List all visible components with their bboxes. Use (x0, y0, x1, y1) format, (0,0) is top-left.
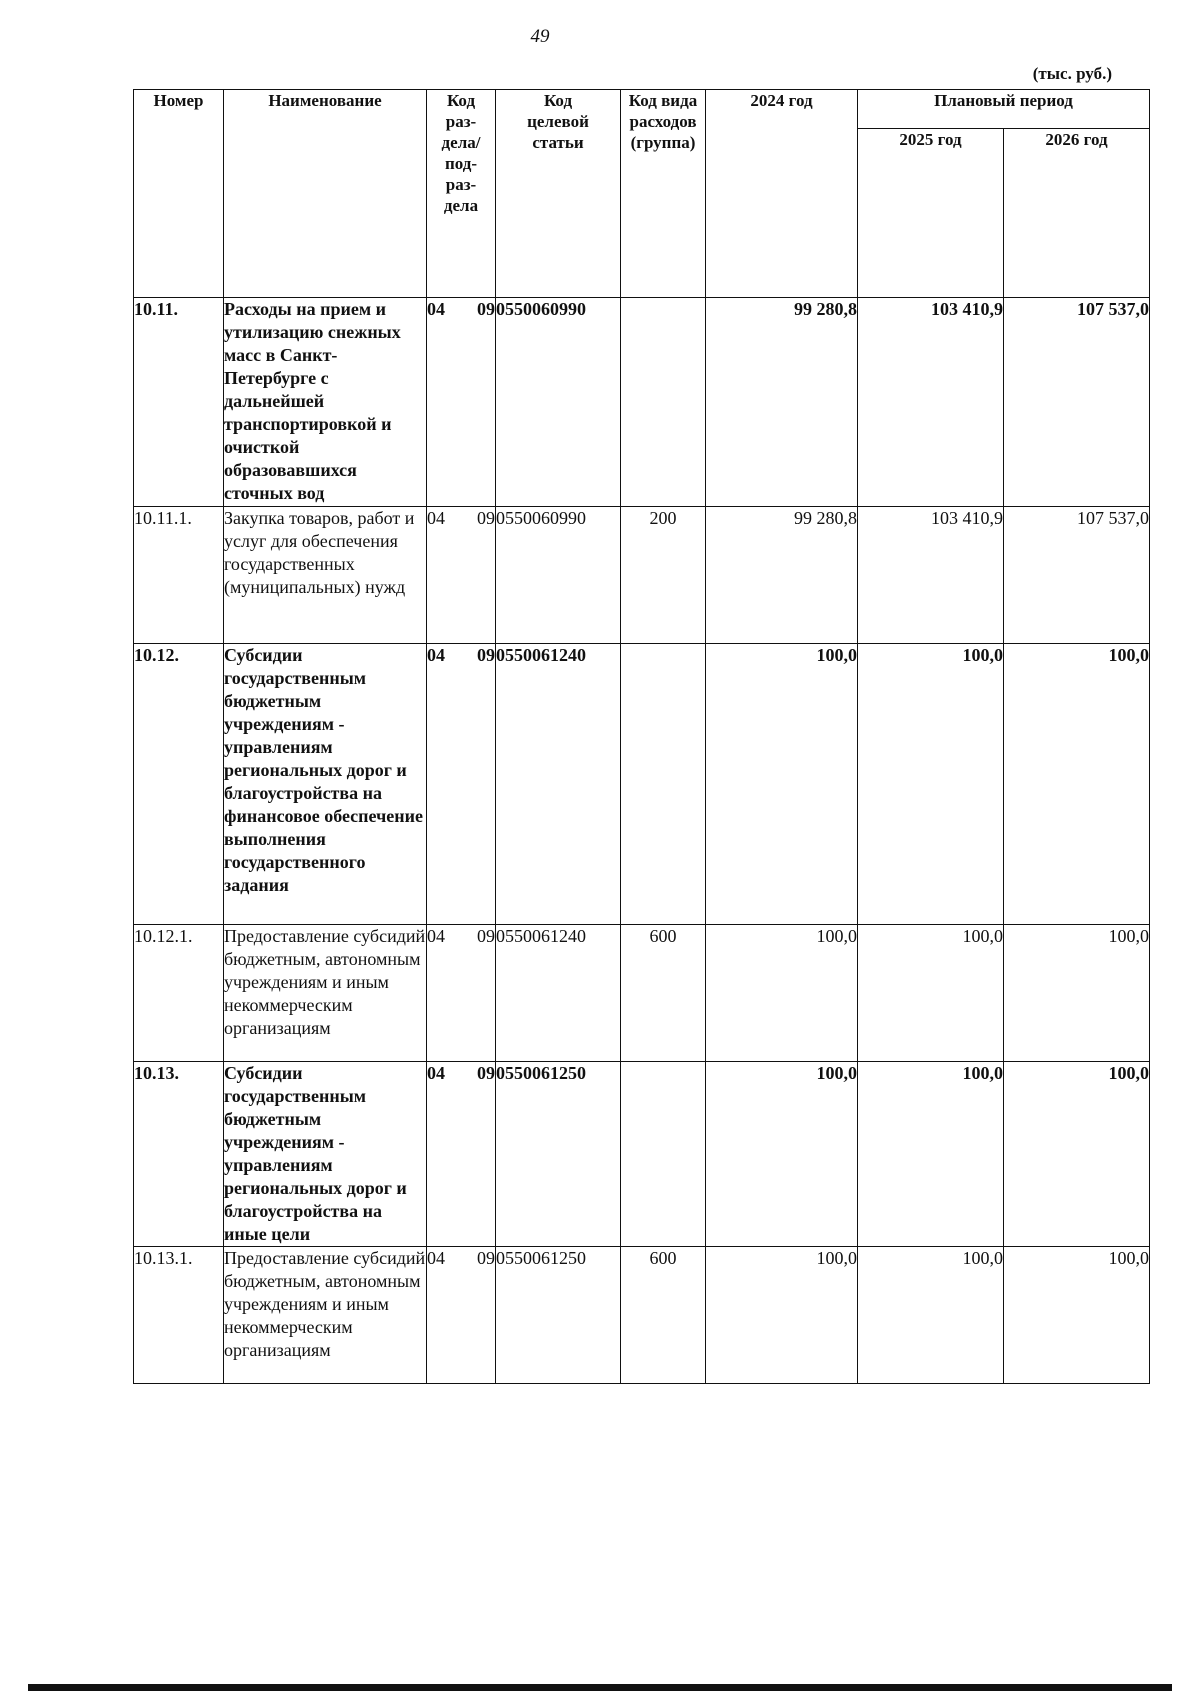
row-name: Субсидии государственным бюджетным учреждениям - управлениям региональных дорог и благоустройства на финансовое обеспечение выполнения государственного задания (224, 644, 427, 925)
header-section (427, 90, 496, 298)
row-target: 0550060990 (496, 298, 621, 507)
row-2026: 100,0 (1004, 644, 1150, 925)
row-section: 04 (427, 645, 445, 665)
units-label: (тыс. руб.) (1032, 64, 1112, 83)
header-number: Номер (134, 90, 224, 298)
row-target: 0550061250 (496, 1247, 621, 1384)
table-row (134, 1062, 1150, 1247)
header-name: Наименование (224, 90, 427, 298)
header-2025: 2025 год (858, 129, 1004, 298)
row-2024: 99 280,8 (706, 298, 858, 507)
row-group (621, 1062, 706, 1247)
row-2024: 100,0 (706, 925, 858, 1062)
row-target: 0550061240 (496, 925, 621, 1062)
row-2024: 99 280,8 (706, 507, 858, 644)
row-2024: 100,0 (706, 1062, 858, 1247)
header-2024: 2024 год (706, 90, 858, 298)
row-number: 10.11. (134, 298, 224, 507)
row-number: 10.13. (134, 1062, 224, 1247)
row-2026: 100,0 (1004, 1062, 1150, 1247)
header-2026: 2026 год (1004, 129, 1150, 298)
row-subsection: 09 (477, 508, 495, 528)
table-row (134, 1247, 1150, 1384)
row-section: 04 (427, 926, 445, 946)
row-number: 10.13.1. (134, 1247, 224, 1384)
row-number: 10.12. (134, 644, 224, 925)
row-section: 04 (427, 299, 445, 319)
header-row (134, 90, 1150, 129)
row-section-code (427, 1062, 496, 1247)
row-section: 04 (427, 1063, 445, 1083)
header-expense-type: Код вида расходов (группа) (621, 90, 706, 298)
row-subsection: 09 (477, 299, 495, 319)
row-2025: 103 410,9 (858, 507, 1004, 644)
row-name: Расходы на прием и утилизацию снежных масс в Санкт-Петербурге с дальнейшей транспортировкой и очисткой образовавшихся сточных вод (224, 298, 427, 507)
row-subsection: 09 (477, 1063, 495, 1083)
header-target (496, 90, 621, 298)
scan-edge-bar (28, 1684, 1172, 1691)
row-group: 600 (621, 925, 706, 1062)
row-2025: 103 410,9 (858, 298, 1004, 507)
table-row (134, 298, 1150, 507)
row-2025: 100,0 (858, 1062, 1004, 1247)
table-row (134, 925, 1150, 1062)
budget-table (133, 89, 1150, 1384)
table-row (134, 644, 1150, 925)
table-row (134, 507, 1150, 644)
row-name: Субсидии государственным бюджетным учреждениям - управлениям региональных дорог и благоустройства на иные цели (224, 1062, 427, 1247)
row-2024: 100,0 (706, 1247, 858, 1384)
row-subsection: 09 (477, 645, 495, 665)
row-2025: 100,0 (858, 644, 1004, 925)
row-2024: 100,0 (706, 644, 858, 925)
row-subsection: 09 (477, 1248, 495, 1268)
header-section-label: Код раз- дела/ под- раз- дела (441, 91, 481, 215)
row-2026: 107 537,0 (1004, 507, 1150, 644)
row-section: 04 (427, 508, 445, 528)
row-name: Предоставление субсидий бюджетным, автономным учреждениям и иным некоммерческим организациям (224, 1247, 427, 1384)
row-section-code (427, 925, 496, 1062)
row-2025: 100,0 (858, 925, 1004, 1062)
row-number: 10.11.1. (134, 507, 224, 644)
row-section-code (427, 298, 496, 507)
row-section-code (427, 507, 496, 644)
header-target-label: Код целевой статьи (527, 91, 589, 152)
row-2025: 100,0 (858, 1247, 1004, 1384)
row-2026: 100,0 (1004, 925, 1150, 1062)
row-subsection: 09 (477, 926, 495, 946)
row-group: 600 (621, 1247, 706, 1384)
row-2026: 107 537,0 (1004, 298, 1150, 507)
header-planned-period: Плановый период (858, 90, 1150, 129)
row-name: Предоставление субсидий бюджетным, автономным учреждениям и иным некоммерческим организациям (224, 925, 427, 1062)
row-group (621, 298, 706, 507)
row-group (621, 644, 706, 925)
page-number: 49 (530, 26, 550, 47)
row-target: 0550061250 (496, 1062, 621, 1247)
row-number: 10.12.1. (134, 925, 224, 1062)
row-group: 200 (621, 507, 706, 644)
row-2026: 100,0 (1004, 1247, 1150, 1384)
row-section: 04 (427, 1248, 445, 1268)
row-target: 0550060990 (496, 507, 621, 644)
row-section-code (427, 644, 496, 925)
row-name: Закупка товаров, работ и услуг для обеспечения государственных (муниципальных) нужд (224, 507, 427, 644)
row-section-code (427, 1247, 496, 1384)
row-target: 0550061240 (496, 644, 621, 925)
